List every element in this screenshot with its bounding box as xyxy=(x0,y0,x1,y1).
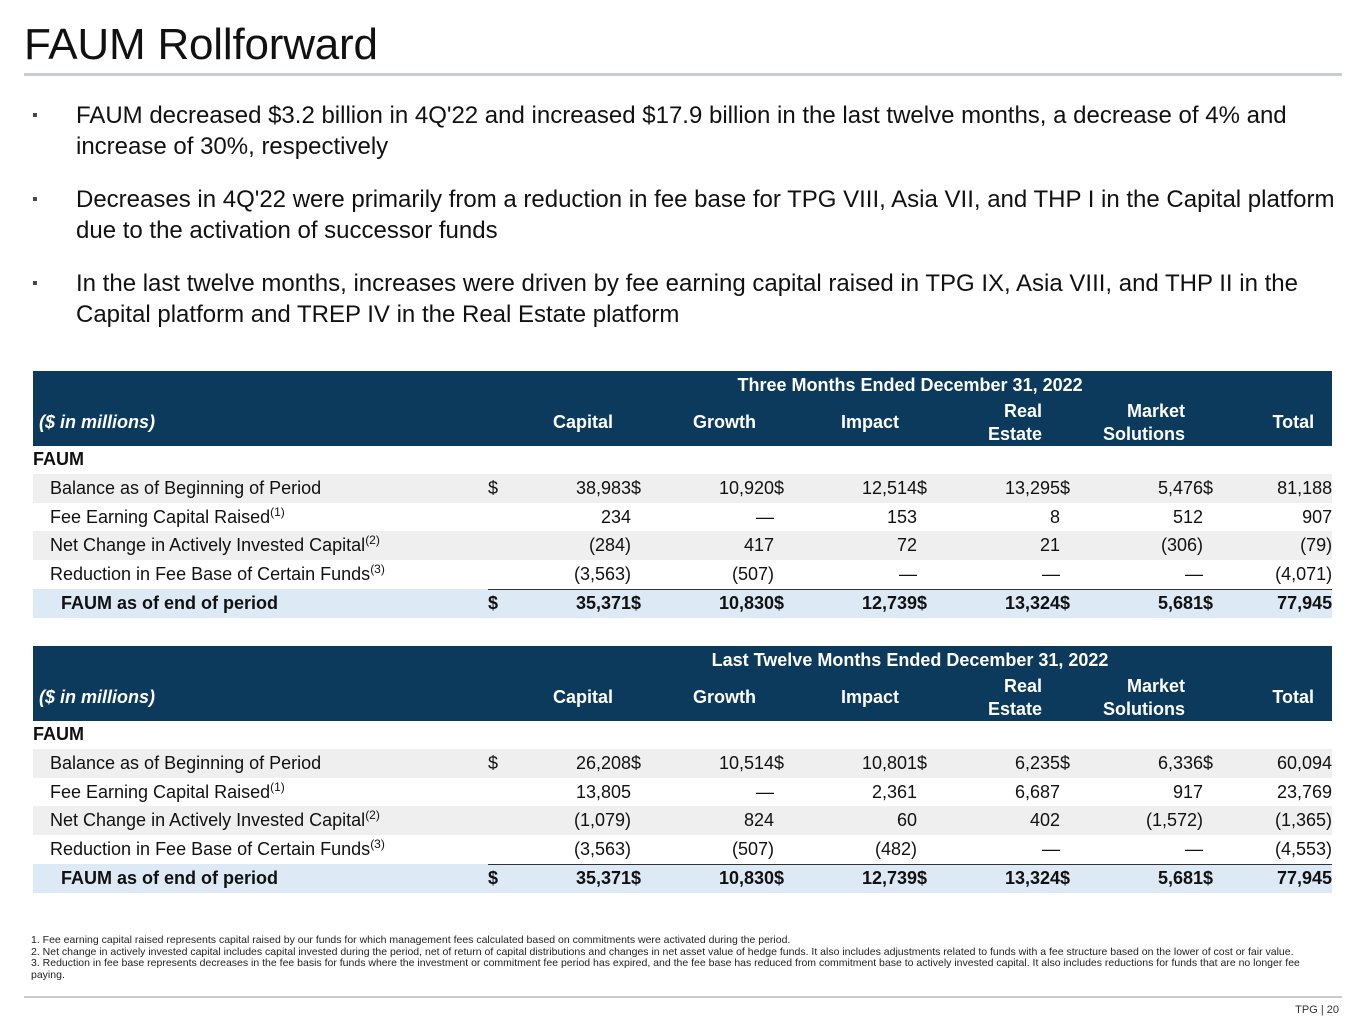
section-row xyxy=(33,446,1332,475)
column-header: Market Solutions xyxy=(1060,400,1203,446)
currency-symbol: $ xyxy=(774,864,792,893)
bullet-square-icon: ▪ xyxy=(32,107,38,124)
column-header: Real Estate xyxy=(917,400,1060,446)
row-label-text: Net Change in Actively Invested Capital xyxy=(50,535,366,556)
row-label-text: Reduction in Fee Base of Certain Funds xyxy=(50,839,371,860)
currency-symbol xyxy=(774,560,792,589)
currency-symbol: $ xyxy=(917,864,935,893)
currency-symbol: $ xyxy=(917,589,935,618)
currency-symbol xyxy=(917,503,935,532)
cell-value: (306) xyxy=(1078,531,1203,560)
total-value: 13,324 xyxy=(935,589,1060,618)
currency-symbol xyxy=(774,835,792,864)
cell-value: 402 xyxy=(935,806,1060,835)
currency-symbol xyxy=(1203,806,1221,835)
table-header-period-row xyxy=(33,646,1332,675)
cell-value: 10,920 xyxy=(649,474,774,503)
currency-symbol xyxy=(488,531,506,560)
column-header: Real Estate xyxy=(917,675,1060,721)
cell-value: 60,094 xyxy=(1221,749,1332,778)
currency-symbol: $ xyxy=(1203,589,1221,618)
currency-symbol: $ xyxy=(1060,589,1078,618)
cell-value: 234 xyxy=(600,506,631,527)
currency-symbol: $ xyxy=(1060,749,1078,778)
cell-value: 153 xyxy=(886,506,917,527)
table-row xyxy=(33,474,1332,503)
cell-value: 60 xyxy=(792,806,917,835)
bullet-item xyxy=(30,268,1340,330)
currency-symbol xyxy=(488,806,506,835)
column-header: Growth xyxy=(631,400,774,446)
total-value: 5,681 xyxy=(1078,864,1203,893)
currency-symbol: $ xyxy=(488,474,506,503)
currency-symbol: $ xyxy=(631,749,649,778)
cell-value: 13,295 xyxy=(935,474,1060,503)
currency-symbol: $ xyxy=(774,474,792,503)
row-label xyxy=(33,531,488,560)
row-label xyxy=(33,474,488,503)
period-heading: Three Months Ended December 31, 2022 xyxy=(488,371,1332,400)
currency-symbol xyxy=(631,531,649,560)
currency-symbol xyxy=(631,503,649,532)
bullet-square-icon: ▪ xyxy=(32,275,38,292)
cell-value: 38,983 xyxy=(506,474,631,503)
footnote-ref: (3) xyxy=(370,562,385,577)
cell-value: (1,079) xyxy=(506,806,631,835)
currency-symbol: $ xyxy=(1060,474,1078,503)
cell-value: 13,805 xyxy=(575,781,631,802)
cell-value: (3,563) xyxy=(506,835,631,864)
currency-symbol xyxy=(1203,835,1221,864)
currency-symbol xyxy=(917,560,935,589)
cell-value: (1,572) xyxy=(1078,806,1203,835)
currency-symbol xyxy=(1060,531,1078,560)
cell-value: — xyxy=(792,560,917,589)
section-row xyxy=(33,721,1332,750)
table-row xyxy=(33,806,1332,835)
total-value: 12,739 xyxy=(792,589,917,618)
cell-value: (284) xyxy=(506,531,631,560)
currency-symbol xyxy=(1060,806,1078,835)
currency-symbol: $ xyxy=(488,864,506,893)
currency-symbol xyxy=(631,806,649,835)
currency-symbol xyxy=(1203,531,1221,560)
cell-value: 824 xyxy=(649,806,774,835)
currency-symbol xyxy=(1203,778,1221,807)
cell-value: 10,801 xyxy=(792,749,917,778)
page-title: FAUM Rollforward xyxy=(24,20,378,69)
currency-symbol: $ xyxy=(1203,474,1221,503)
currency-symbol xyxy=(631,835,649,864)
currency-symbol: $ xyxy=(488,589,506,618)
cell-value: 12,514 xyxy=(792,474,917,503)
header-spacer xyxy=(33,371,488,400)
cell-value: 5,476 xyxy=(1078,474,1203,503)
currency-symbol xyxy=(488,560,506,589)
currency-symbol: $ xyxy=(1203,864,1221,893)
row-label-text: Balance as of Beginning of Period xyxy=(50,477,322,498)
cell-value: 21 xyxy=(935,531,1060,560)
total-label: FAUM as of end of period xyxy=(33,864,488,893)
column-header: Market Solutions xyxy=(1060,675,1203,721)
currency-symbol: $ xyxy=(1203,749,1221,778)
cell-value: 6,235 xyxy=(935,749,1060,778)
total-value: 77,945 xyxy=(1221,864,1332,893)
currency-symbol xyxy=(917,778,935,807)
cell-value: (79) xyxy=(1221,531,1332,560)
row-label-text: Net Change in Actively Invested Capital xyxy=(50,810,366,831)
total-value: 10,830 xyxy=(649,864,774,893)
footnotes xyxy=(31,935,1336,981)
currency-symbol xyxy=(774,531,792,560)
column-header: Growth xyxy=(631,675,774,721)
title-divider xyxy=(24,73,1342,76)
cell-value: — xyxy=(756,506,774,527)
total-value: 12,739 xyxy=(792,864,917,893)
cell-value: (482) xyxy=(792,835,917,864)
currency-symbol: $ xyxy=(774,589,792,618)
faum-three-months-table xyxy=(33,371,1332,618)
currency-symbol: $ xyxy=(488,749,506,778)
footnote-3: 3. Reduction in fee base represents decreases in the fee basis for funds where the investment or commitment fee period has expired, and the fee base has reduced from commitment base to actively invested capital. It also includes reductions for funds that are no longer fee paying. xyxy=(31,957,1300,981)
row-label xyxy=(33,778,488,807)
currency-symbol: $ xyxy=(917,749,935,778)
column-header: Impact xyxy=(774,675,917,721)
cell-value: — xyxy=(935,560,1060,589)
row-label xyxy=(33,749,488,778)
total-value: 5,681 xyxy=(1078,589,1203,618)
footnote-ref: (2) xyxy=(365,533,380,548)
bullet-item xyxy=(30,184,1340,246)
section-label: FAUM xyxy=(33,449,84,470)
footnote-ref: (2) xyxy=(365,808,380,823)
section-label: FAUM xyxy=(33,724,84,745)
currency-symbol xyxy=(774,503,792,532)
bullet-item xyxy=(30,100,1340,162)
total-label: FAUM as of end of period xyxy=(33,589,488,618)
currency-symbol xyxy=(1060,778,1078,807)
currency-symbol xyxy=(1060,503,1078,532)
total-value: 10,830 xyxy=(649,589,774,618)
cell-value: — xyxy=(935,835,1060,864)
currency-symbol xyxy=(1203,560,1221,589)
bullet-text: In the last twelve months, increases were driven by fee earning capital raised in TPG IX, Asia VIII, and THP II in the Capital platform and TREP IV in the Real Estate platform xyxy=(76,270,1298,328)
column-header: Total xyxy=(1203,400,1332,446)
cell-value: 6,687 xyxy=(1014,781,1060,802)
currency-symbol: $ xyxy=(1060,864,1078,893)
column-header: Total xyxy=(1203,675,1332,721)
currency-symbol xyxy=(774,806,792,835)
cell-value: 417 xyxy=(649,531,774,560)
page-number: TPG | 20 xyxy=(1295,1004,1339,1016)
currency-symbol xyxy=(631,778,649,807)
currency-symbol xyxy=(488,778,506,807)
cell-value: — xyxy=(1078,835,1203,864)
cell-value: (1,365) xyxy=(1221,806,1332,835)
cell-value: (4,553) xyxy=(1221,835,1332,864)
bullet-square-icon: ▪ xyxy=(32,191,38,208)
currency-symbol xyxy=(917,835,935,864)
row-label xyxy=(33,806,488,835)
cell-value: 10,514 xyxy=(649,749,774,778)
table-header-columns-row xyxy=(33,400,1332,446)
cell-value: 6,336 xyxy=(1078,749,1203,778)
column-header: Capital xyxy=(488,675,631,721)
currency-symbol xyxy=(1203,503,1221,532)
table-row xyxy=(33,531,1332,560)
row-label-text: Reduction in Fee Base of Certain Funds xyxy=(50,564,371,585)
bullet-text: FAUM decreased $3.2 billion in 4Q'22 and increased $17.9 billion in the last twelve months, a decrease of 4% and increase of 30%, respectively xyxy=(76,102,1287,160)
currency-symbol xyxy=(488,503,506,532)
bullet-text: Decreases in 4Q'22 were primarily from a reduction in fee base for TPG VIII, Asia VII, and THP I in the Capital platform due to the activation of successor funds xyxy=(76,186,1335,244)
cell-value: (3,563) xyxy=(506,560,631,589)
row-label-text: Fee Earning Capital Raised xyxy=(50,781,271,802)
footnote-1: 1. Fee earning capital raised represents capital raised by our funds for which management fees calculated based on commitments were activated during the period. xyxy=(31,934,791,946)
cell-value: — xyxy=(756,781,774,802)
table-row xyxy=(33,560,1332,589)
units-label: ($ in millions) xyxy=(33,400,488,446)
table-row xyxy=(33,749,1332,778)
footnote-2: 2. Net change in actively invested capital includes capital invested during the period, net of return of capital distributions and changes in net asset value of hedge funds. It also includes adjustments related to funds with a fee structure based on the lower of cost or fair value. xyxy=(31,945,1294,958)
total-value: 77,945 xyxy=(1221,589,1332,618)
cell-value: (507) xyxy=(649,835,774,864)
table-row xyxy=(33,503,1332,532)
units-label: ($ in millions) xyxy=(33,675,488,721)
cell-value: 26,208 xyxy=(506,749,631,778)
table-row xyxy=(33,778,1332,807)
cell-value: 23,769 xyxy=(1277,781,1333,802)
cell-value: (507) xyxy=(649,560,774,589)
footnote-ref: (1) xyxy=(270,779,285,794)
total-row xyxy=(33,589,1332,618)
row-label-text: Balance as of Beginning of Period xyxy=(50,752,322,773)
cell-value: 8 xyxy=(1049,506,1060,527)
column-header: Impact xyxy=(774,400,917,446)
total-row xyxy=(33,864,1332,893)
currency-symbol: $ xyxy=(774,749,792,778)
cell-value: 72 xyxy=(792,531,917,560)
currency-symbol xyxy=(917,531,935,560)
row-label xyxy=(33,503,488,532)
currency-symbol xyxy=(631,560,649,589)
currency-symbol: $ xyxy=(631,589,649,618)
currency-symbol: $ xyxy=(917,474,935,503)
table-header-columns-row xyxy=(33,675,1332,721)
currency-symbol xyxy=(488,835,506,864)
footnote-ref: (3) xyxy=(370,837,385,852)
currency-symbol xyxy=(917,806,935,835)
table-header-period-row xyxy=(33,371,1332,400)
cell-value: 81,188 xyxy=(1221,474,1332,503)
footnote-ref: (1) xyxy=(270,504,285,519)
bullet-list xyxy=(30,100,1340,352)
cell-value: 907 xyxy=(1302,506,1333,527)
total-value: 35,371 xyxy=(506,589,631,618)
faum-last-twelve-months-table xyxy=(33,646,1332,893)
currency-symbol xyxy=(1060,560,1078,589)
row-label-text: Fee Earning Capital Raised xyxy=(50,506,271,527)
table-row xyxy=(33,835,1332,864)
currency-symbol xyxy=(1060,835,1078,864)
cell-value: 917 xyxy=(1172,781,1203,802)
currency-symbol: $ xyxy=(631,864,649,893)
currency-symbol: $ xyxy=(631,474,649,503)
total-value: 13,324 xyxy=(935,864,1060,893)
period-heading: Last Twelve Months Ended December 31, 2022 xyxy=(488,646,1332,675)
currency-symbol xyxy=(774,778,792,807)
row-label xyxy=(33,835,488,864)
cell-value: — xyxy=(1078,560,1203,589)
total-value: 35,371 xyxy=(506,864,631,893)
cell-value: 512 xyxy=(1172,506,1203,527)
cell-value: 2,361 xyxy=(871,781,917,802)
header-spacer xyxy=(33,646,488,675)
column-header: Capital xyxy=(488,400,631,446)
footer-divider xyxy=(24,996,1342,998)
row-label xyxy=(33,560,488,589)
cell-value: (4,071) xyxy=(1221,560,1332,589)
